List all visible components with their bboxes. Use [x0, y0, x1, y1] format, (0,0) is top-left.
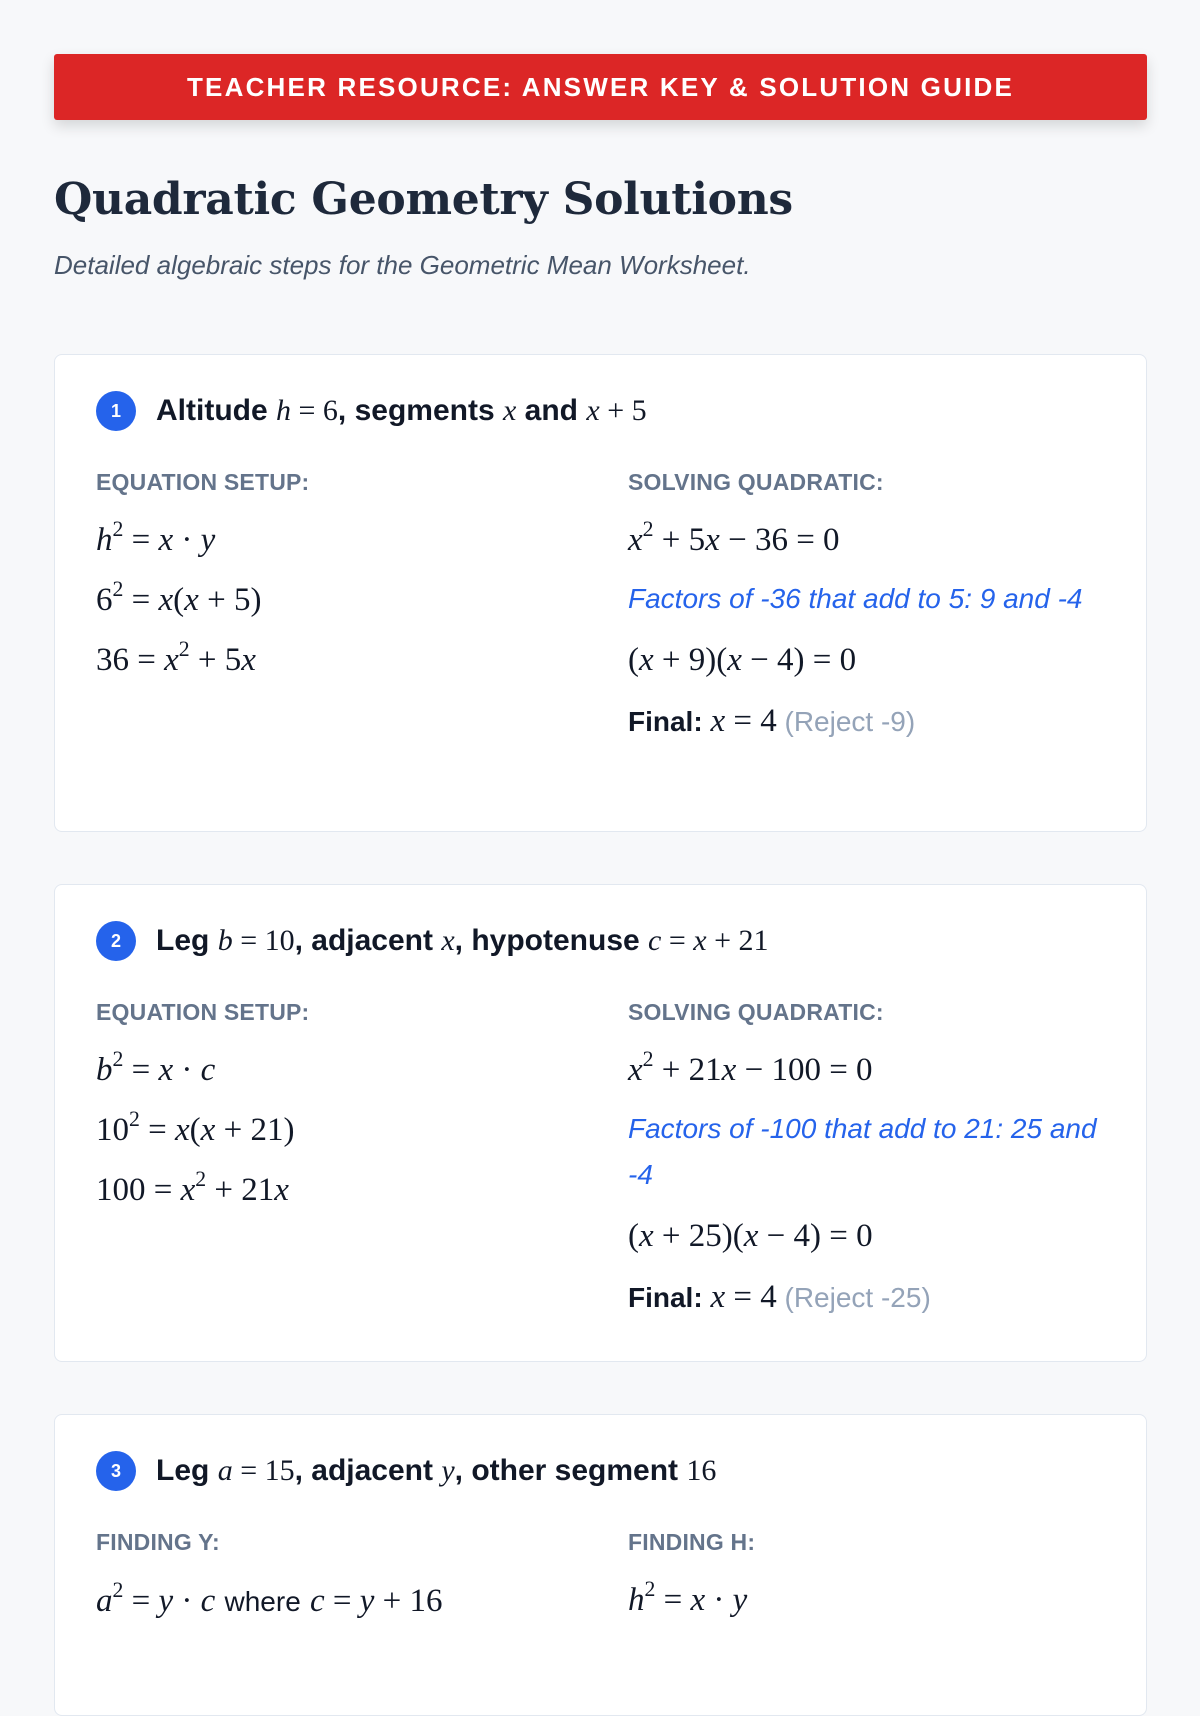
final-value: x = 4 [710, 1279, 777, 1315]
title-math-c: c = x + 21 [648, 924, 769, 957]
setup-line: $6^2 = x(x + 5)$ [96, 576, 262, 618]
quadratic-equation: $x^2 + 5x - 36 = 0$ [628, 516, 840, 558]
setup-math: c = y + 16 [309, 1583, 443, 1619]
setup-line: $100 = x^2 + 21x$ [96, 1166, 289, 1208]
finding-y-heading: FINDING Y: [96, 1529, 220, 1555]
title-text: and [524, 394, 579, 427]
problem-number-badge: 1 [96, 391, 136, 431]
problem-header [96, 921, 769, 961]
problem-number-badge: 2 [96, 921, 136, 961]
rejected-root: (Reject -9) [784, 706, 916, 737]
title-math-a: a = 15 [217, 1454, 295, 1487]
finding-y-column [96, 1529, 576, 1632]
setup-line: $h^2 = x \cdot y$ [96, 516, 216, 558]
setup-connector: where [224, 1586, 301, 1617]
title-math-x-plus-5: x + 5 [586, 394, 647, 427]
title-math-x: x [503, 394, 517, 427]
problem-title [156, 396, 647, 426]
equation-setup-heading: EQUATION SETUP: [96, 999, 310, 1025]
title-math-h: h = 6 [276, 394, 338, 427]
teacher-resource-banner: TEACHER RESOURCE: ANSWER KEY & SOLUTION GUIDE [54, 54, 1147, 120]
page-subtitle: Detailed algebraic steps for the Geometric Mean Worksheet. [54, 250, 751, 280]
rejected-root: (Reject -25) [784, 1282, 931, 1313]
title-math-b: b = 10 [217, 924, 295, 957]
setup-line: $h^2 = x \cdot y$ [628, 1576, 748, 1618]
equation-setup-heading: EQUATION SETUP: [96, 469, 310, 495]
setup-line: $b^2 = x \cdot c$ [96, 1046, 216, 1088]
quadratic-equation: $x^2 + 21x - 100 = 0$ [628, 1046, 873, 1088]
factoring-hint: Factors of -100 that add to 21: 25 and -4 [628, 1113, 1097, 1190]
problem-header [96, 391, 647, 431]
factored-equation: (x + 25)(x − 4) = 0 [628, 1218, 873, 1254]
title-text: , adjacent [294, 1454, 433, 1487]
final-label: Final: [628, 706, 703, 737]
title-text: , other segment [454, 1454, 679, 1487]
solving-quadratic-column [628, 469, 1108, 753]
problem-title [156, 926, 769, 956]
problem-card-2 [54, 884, 1147, 1362]
final-answer [628, 1266, 1108, 1329]
title-text: Altitude [156, 394, 268, 427]
title-text: Leg [156, 924, 210, 957]
final-answer [628, 690, 1108, 753]
title-math-y: y [441, 1454, 455, 1487]
setup-math: $a^2 = y \cdot c$ [96, 1577, 216, 1619]
problem-card-3 [54, 1414, 1147, 1716]
problem-number-badge: 3 [96, 1451, 136, 1491]
final-value: x = 4 [710, 703, 777, 739]
title-text: , segments [337, 394, 495, 427]
problem-header [96, 1451, 716, 1491]
solving-quadratic-column [628, 999, 1108, 1329]
solving-quadratic-heading: SOLVING QUADRATIC: [628, 999, 884, 1025]
title-text: , adjacent [294, 924, 433, 957]
solving-quadratic-heading: SOLVING QUADRATIC: [628, 469, 884, 495]
equation-setup-column [96, 469, 576, 690]
title-math-16: 16 [686, 1454, 717, 1487]
problem-card-1 [54, 354, 1147, 832]
finding-h-column [628, 1529, 1108, 1630]
factored-equation: (x + 9)(x − 4) = 0 [628, 642, 857, 678]
setup-line: $10^2 = x(x + 21)$ [96, 1106, 295, 1148]
problem-title [156, 1456, 716, 1486]
equation-setup-column [96, 999, 576, 1220]
title-text: Leg [156, 1454, 210, 1487]
title-text: , hypotenuse [454, 924, 640, 957]
page-title: Quadratic Geometry Solutions [54, 174, 793, 225]
setup-line [96, 1570, 576, 1632]
factoring-hint: Factors of -36 that add to 5: 9 and -4 [628, 583, 1083, 614]
final-label: Final: [628, 1282, 703, 1313]
setup-line: $36 = x^2 + 5x$ [96, 636, 256, 678]
title-math-x: x [441, 924, 455, 957]
finding-h-heading: FINDING H: [628, 1529, 756, 1555]
